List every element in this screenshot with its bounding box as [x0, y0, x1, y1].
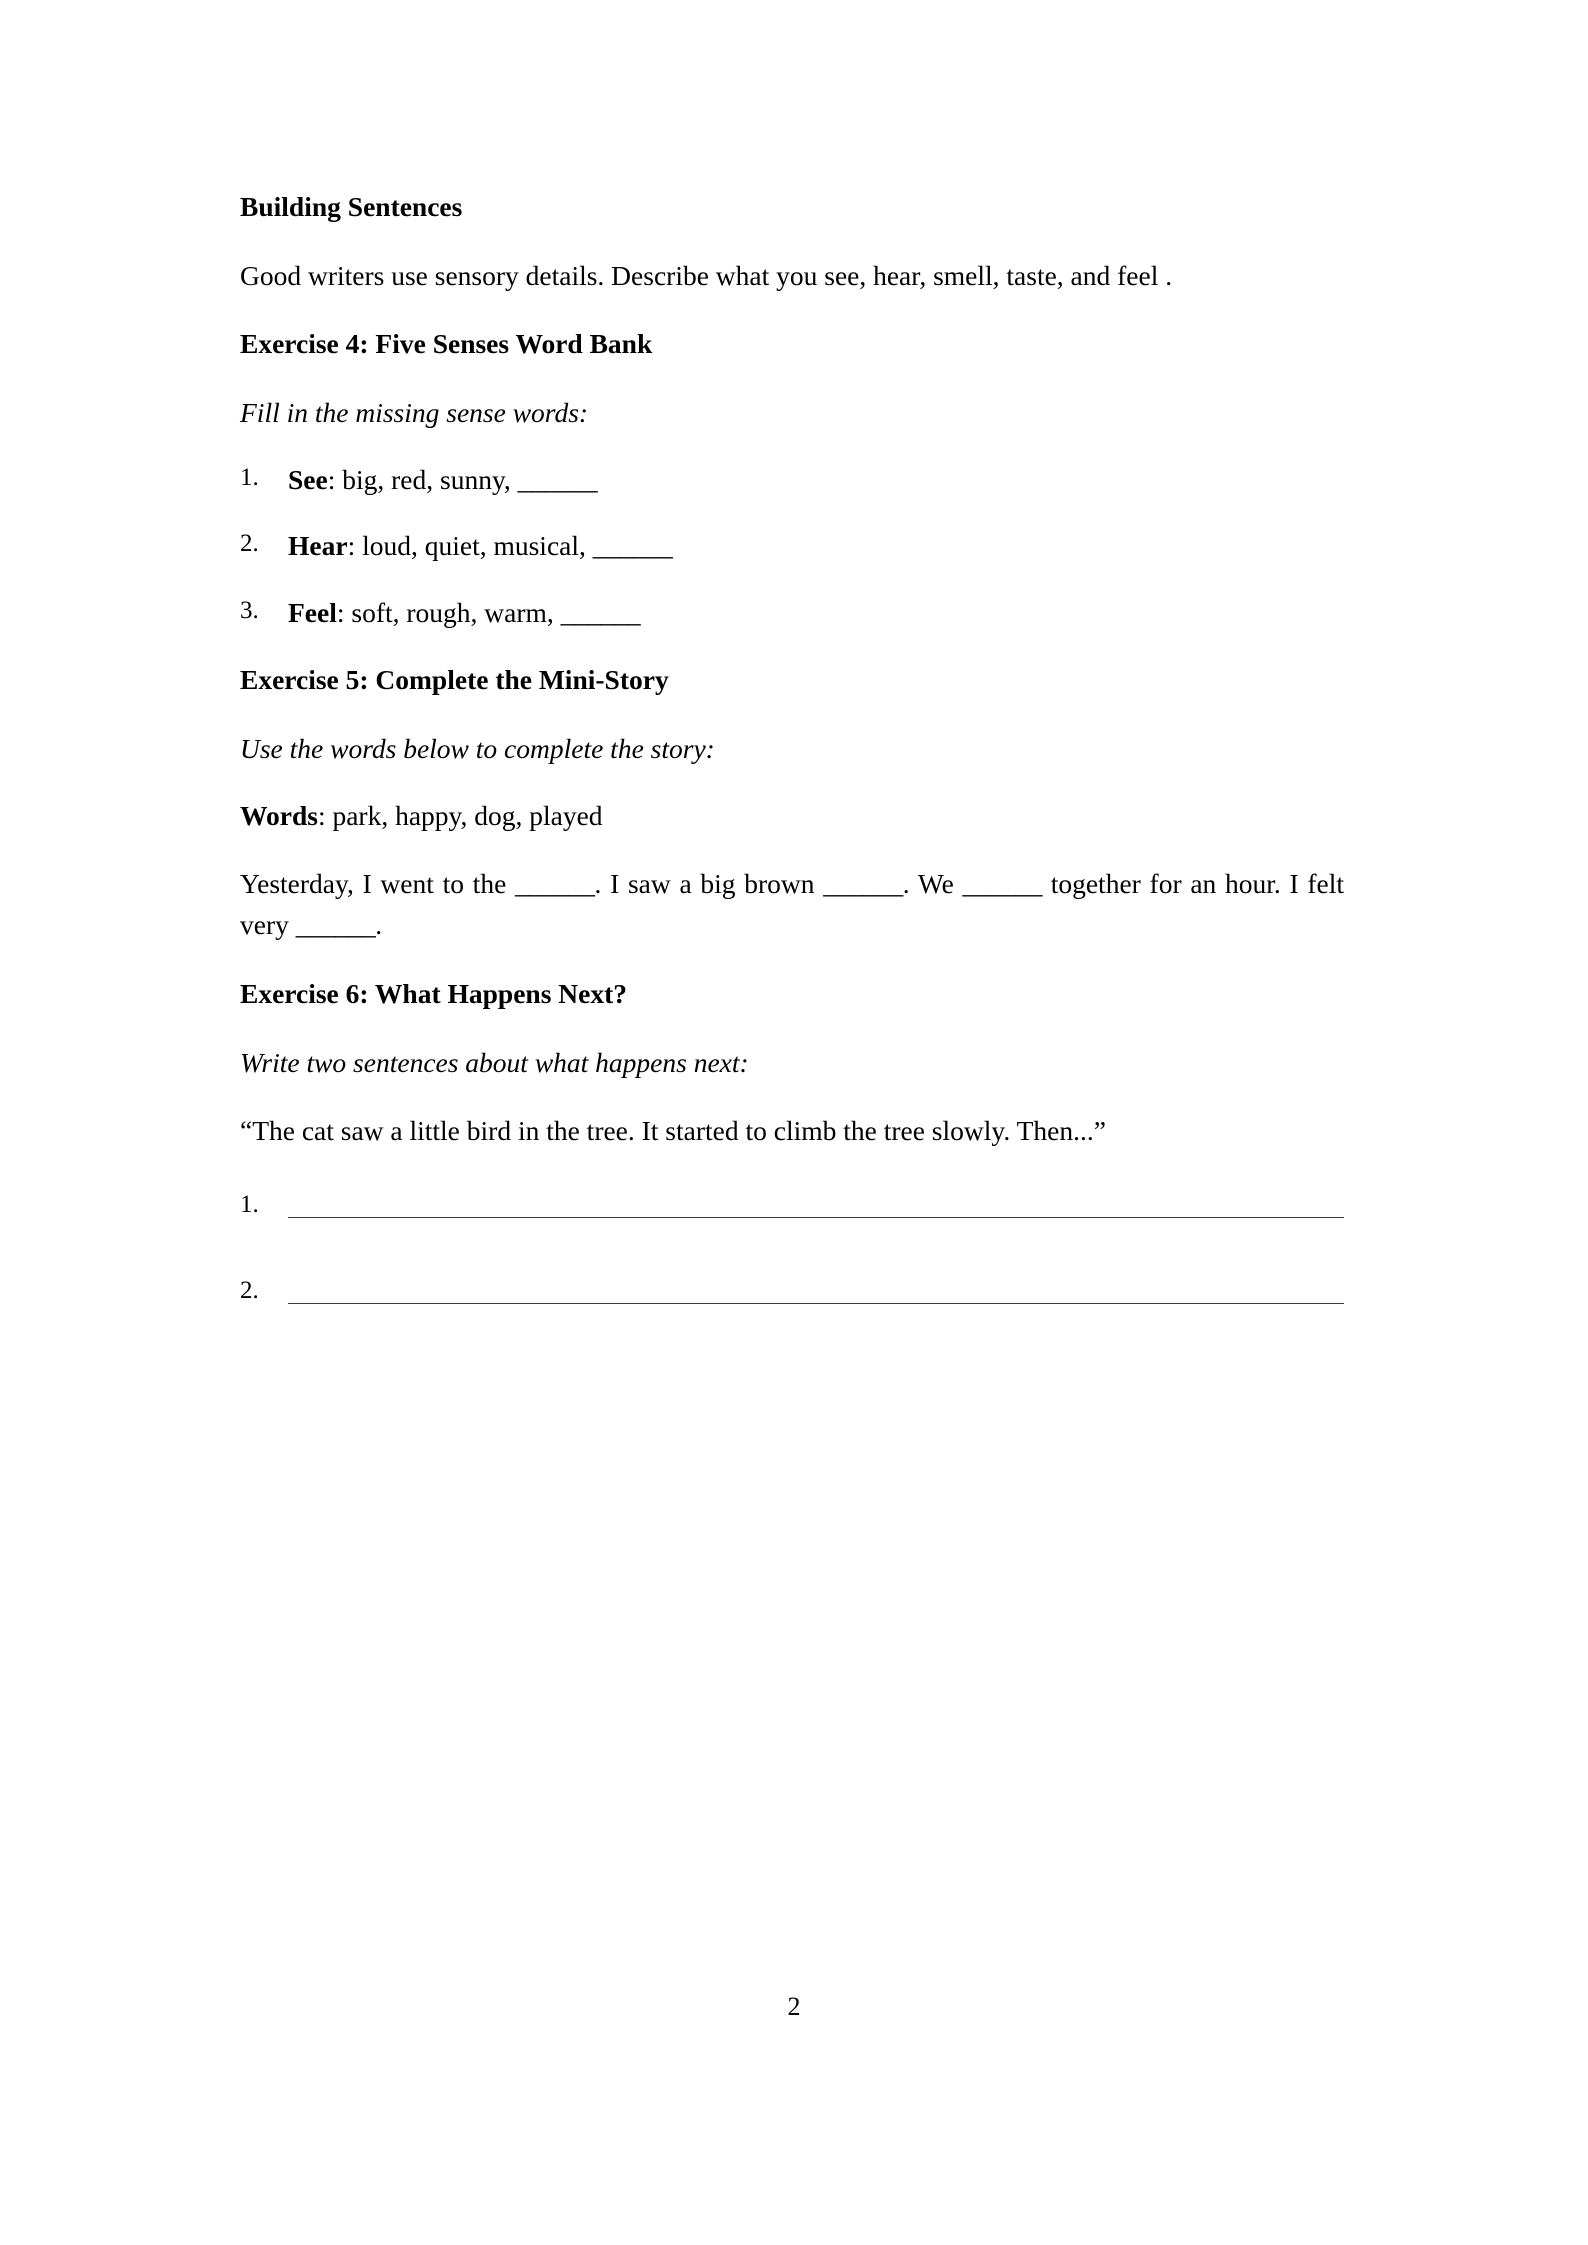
- story-text-4: together for an hour. I felt very: [240, 867, 1344, 940]
- sense-label: Feel: [288, 596, 337, 628]
- word-bank-label: Words: [240, 800, 318, 832]
- list-item-number: 1.: [240, 464, 259, 491]
- fill-in-blank[interactable]: ______: [295, 908, 376, 940]
- story-text-2: . I saw a big brown: [594, 867, 824, 899]
- exercise-4-instruction: Fill in the missing sense words:: [240, 396, 589, 428]
- fill-in-blank[interactable]: ______: [515, 867, 595, 899]
- page-number: 2: [787, 1992, 801, 2021]
- answer-write-line[interactable]: [288, 1217, 1344, 1218]
- intro-paragraph: Good writers use sensory details. Describe what you see, hear, smell, taste, and feel .: [240, 260, 1173, 292]
- answer-lines-list: [240, 1187, 1344, 1313]
- story-text-1: Yesterday, I went to the: [240, 867, 515, 899]
- fill-in-blank[interactable]: ______: [560, 596, 641, 628]
- sense-label: See: [288, 464, 328, 495]
- fill-in-blank[interactable]: ______: [592, 530, 673, 562]
- sense-label: Hear: [288, 530, 348, 562]
- list-item: [240, 592, 1344, 633]
- section-title: Building Sentences: [240, 191, 463, 222]
- sense-words: : soft, rough, warm,: [336, 596, 561, 628]
- story-text-3: . We: [902, 867, 963, 899]
- answer-line-number: 2.: [240, 1276, 259, 1304]
- answer-line-item: [240, 1273, 1344, 1313]
- exercise-4-heading: Exercise 4: Five Senses Word Bank: [240, 327, 653, 359]
- answer-write-line[interactable]: [288, 1303, 1344, 1304]
- exercise-5-heading: Exercise 5: Complete the Mini-Story: [240, 663, 669, 695]
- answer-line-number: 1.: [240, 1190, 259, 1218]
- page-content: [240, 186, 1344, 1359]
- sense-words: : loud, quiet, musical,: [347, 530, 593, 562]
- mini-story-paragraph: [240, 863, 1344, 946]
- answer-line-item: [240, 1187, 1344, 1227]
- exercise-6-heading: Exercise 6: What Happens Next?: [240, 978, 628, 1009]
- sense-words: : big, red, sunny,: [327, 464, 518, 495]
- list-item-number: 3.: [240, 596, 259, 624]
- story-prompt-quote: “The cat saw a little bird in the tree. It started to climb the tree slowly. Then...”: [240, 1114, 1106, 1146]
- list-item-number: 2.: [240, 530, 259, 558]
- fill-in-blank[interactable]: ______: [962, 867, 1042, 899]
- list-item: [240, 525, 1344, 566]
- fill-in-blank[interactable]: ______: [517, 464, 598, 495]
- story-text-5: .: [375, 908, 383, 940]
- five-senses-list: [240, 459, 1344, 633]
- fill-in-blank[interactable]: ______: [823, 867, 903, 899]
- exercise-5-instruction: Use the words below to complete the story:: [240, 733, 715, 764]
- word-bank-values: : park, happy, dog, played: [317, 800, 603, 832]
- word-bank-line: [240, 795, 1344, 836]
- exercise-6-instruction: Write two sentences about what happens next:: [240, 1047, 749, 1079]
- list-item: [240, 459, 1344, 500]
